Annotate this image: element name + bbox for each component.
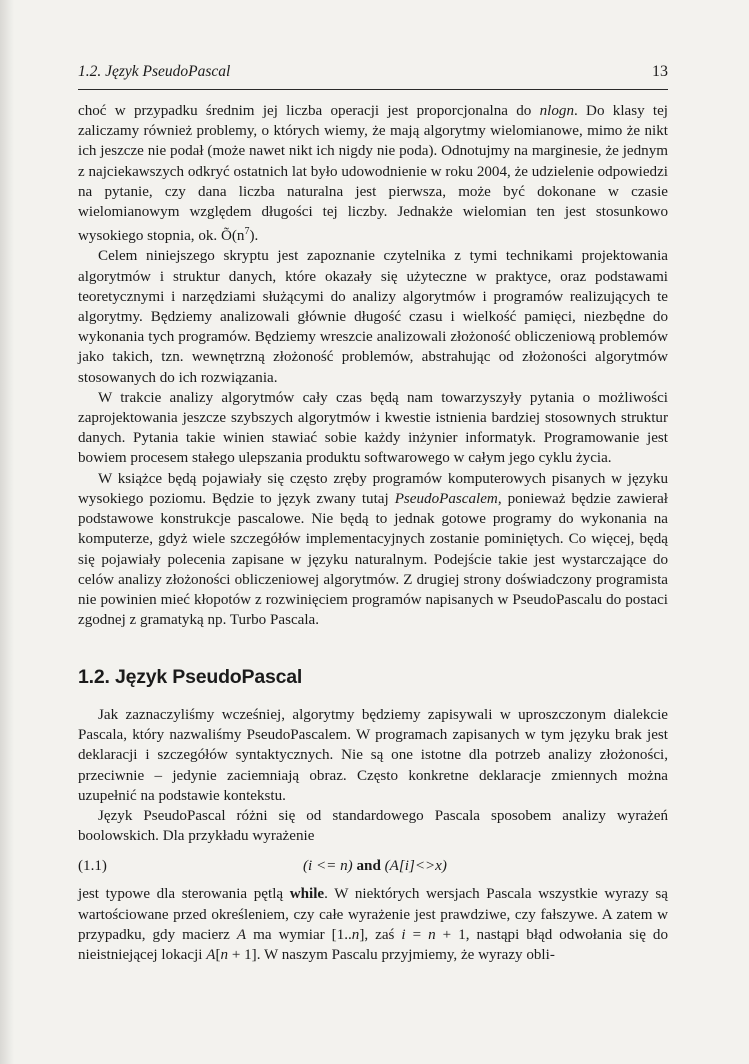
- text-run: [: [215, 947, 221, 964]
- paragraph: [78, 101, 668, 246]
- header-rule: [78, 89, 668, 90]
- equation-body: [303, 856, 447, 876]
- section-text: [78, 705, 668, 965]
- paragraph: W trakcie analizy algorytmów cały czas będą nam towarzyszyły pytania o możliwości zaprojektowania jeszcze szybszych algorytmów i kwestie istnienia bardziej stosownych struktur danych. Pytania takie winien stawiać sobie każdy inżynier informatyk. Programowanie jest bowiem procesem stałego ulepszania produktu softwarowego w całym jego cyklu życia.: [78, 389, 668, 467]
- running-title: 1.2. Język PseudoPascal: [78, 63, 231, 80]
- paragraph: [78, 469, 668, 631]
- text-run: W książce będą pojawiały się często zręby programów komputerowych pisanych w języku wysokiego poziomu. Będzie to język zwany tutaj: [78, 470, 668, 507]
- math-order: Õ(n: [220, 228, 245, 245]
- eq-left: (i <= n): [303, 858, 353, 875]
- paragraph: Jak zaznaczyliśmy wcześniej, algorytmy będziemy zapisywali w uproszczonym dialekcie Pascala, który nazwaliśmy PseudoPascalem. W programach zapisanych w tym języku brak jest deklaracji i szczegółów syntaktycznych. Nie są one istotne dla potrzeb analizy złożoności, przeciwnie – jedynie zaciemniają obraz. Często konkretne deklaracje zmiennych można uzupełnić na podstawie kontekstu.: [78, 707, 668, 804]
- text-run: jest typowe dla sterowania pętlą: [78, 886, 290, 903]
- math-var: i: [401, 926, 406, 943]
- text-run: , ponieważ będzie zawierał podstawowe konstrukcje pascalowe. Nie będą to jednak gotowe programy do wykonania na komputerze, gdyż wiele szczegółów implementacyjnych zostanie pominiętych. Co więcej, będą się pojawiały polecenia zapisane w języku naturalnym. Podejście takie jest wystarczające do celów analizy złożoności obliczeniowej algorytmów. Z drugiej strony doświadczony programista nie powinien mieć kłopotów z rozwinięciem programów napisanych w PseudoPascalu do postaci zgodnej z gramatyką np. Turbo Pascala.: [78, 490, 668, 629]
- math-var: A: [206, 947, 216, 964]
- text-run: ).: [249, 228, 259, 245]
- text-run: ma wymiar [1..: [246, 926, 352, 943]
- eq-keyword-and: and: [356, 858, 381, 875]
- math-var: n: [351, 926, 360, 943]
- text-run: + 1, nastąpi błąd odwołania się do nieistniejącej lokacji: [78, 926, 668, 964]
- page-gutter-shadow: [0, 0, 14, 1064]
- term-pseudopascalem: PseudoPascalem: [394, 490, 498, 507]
- paragraph: Celem niniejszego skryptu jest zapoznanie czytelnika z tymi technikami projektowania algorytmów i struktur danych, które okazały się użyteczne w praktyce, oraz podstawami teoretycznymi i narzędziami służącymi do analizy algorytmów i programów realizujących te algorytmy. Będziemy analizowali głównie długość czasu i wielkość pamięci, niezbędne do wykonania tych programów. Będziemy wreszcie analizowali złożoność obliczeniową problemów jako takich, tzn. wewnętrzną złożoność problemów, abstrahując od złożoności algorytmów stosowanych do ich rozwiązania.: [78, 248, 668, 386]
- text-run: choć w przypadku średnim jej liczba operacji jest proporcjonalna do: [78, 103, 540, 119]
- equation-1-1: [78, 852, 668, 882]
- page-number: 13: [652, 63, 668, 80]
- eq-right: (A[i]<>x): [384, 858, 447, 875]
- text-run: =: [405, 926, 429, 943]
- text-run: ], zaś: [359, 926, 402, 943]
- equation-label: (1.1): [78, 858, 107, 875]
- keyword-while: while: [289, 886, 325, 903]
- math-nlogn: nlogn: [539, 103, 574, 119]
- text-run: . Do klasy tej zaliczamy również problemy, o których wiemy, że mają algorytmy wielomianowe, mimo że nikt ich jeszcze nie podał (może nawet nikt ich nigdy nie poda). Odnotujmy na marginesie, że jednym z najciekawszych odkryć ostatnich lat było udowodnienie w roku 2004, że udzielenie odpowiedzi na pytanie, czy dana liczba naturalna jest pierwsza, może być dokonane w czasie wielomianowym względem długości tej liczby. Jednakże wielomian ten jest stosunkowo wysokiego stopnia, ok.: [78, 103, 668, 245]
- paragraph: Język PseudoPascal różni się od standardowego Pascala sposobem analizy wyrażeń boolowskich. Dla przykładu wyrażenie: [78, 808, 668, 845]
- math-exponent: 7: [244, 226, 250, 238]
- text-run: + 1]. W naszym Pascalu przyjmiemy, że wyrazy obli-: [228, 947, 555, 964]
- paragraph: [78, 884, 668, 965]
- text-run: . W niektórych wersjach Pascala wszystkie wyrazy są wartościowane przed określeniem, czy całe wyrażenie jest prawdziwe, czy fałszywe. A zatem w przypadku, gdy macierz: [78, 886, 668, 943]
- section-heading: 1.2. Język PseudoPascal: [78, 666, 303, 688]
- math-var: n: [220, 947, 229, 964]
- intro-text: [78, 101, 668, 630]
- math-var: n: [428, 926, 436, 943]
- math-var: A: [236, 926, 247, 943]
- page-header: [78, 63, 668, 85]
